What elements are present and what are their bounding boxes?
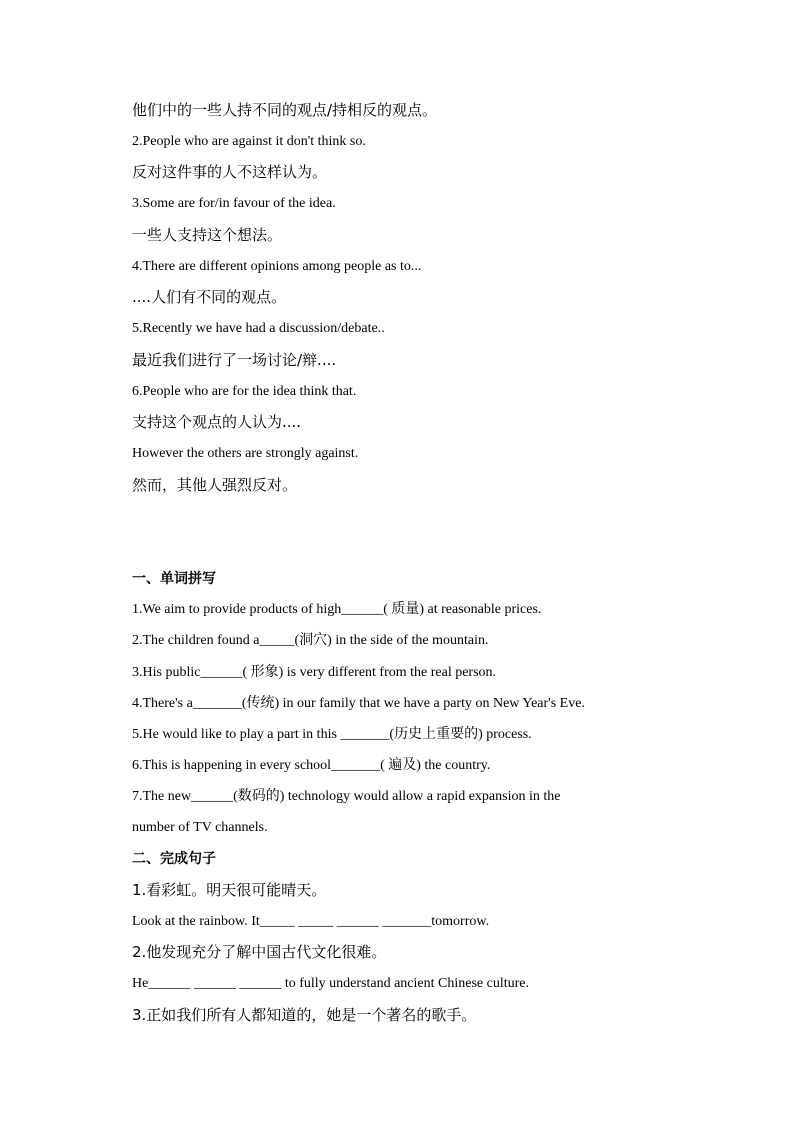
exercise-item: 2.The children found a_____(洞穴) in the side of the mountain. [132, 633, 489, 648]
sentence-cn: 反对这件事的人不这样认为。 [132, 163, 328, 181]
sentence-cn: 然而，其他人强烈反对。 [132, 476, 298, 494]
sentence-en: 5.Recently we have had a discussion/debate.. [132, 321, 385, 336]
exercise-item: 3.His public______( 形象) is very different from the real person. [132, 665, 497, 680]
exercise-prompt-cn: 3.正如我们所有人都知道的，她是一个著名的歌手。 [132, 1006, 477, 1024]
sentence-en: 4.There are different opinions among people as to... [132, 259, 422, 274]
sentence-cn: 一些人支持这个想法。 [132, 226, 283, 244]
exercise-item: 5.He would like to play a part in this _______(历史上重要的) process. [132, 727, 532, 742]
sentence-cn: 支持这个观点的人认为.... [132, 413, 302, 431]
exercise-item: 6.This is happening in every school_______( 遍及) the country. [132, 758, 491, 773]
sentence-en: 2.People who are against it don't think so. [132, 134, 366, 149]
sentence-cn: 最近我们进行了一场讨论/辩.... [132, 351, 337, 369]
exercise-prompt-cn: 1.看彩虹。明天很可能晴天。 [132, 881, 327, 899]
section-heading: 二、完成句子 [132, 851, 216, 867]
exercise-answer-line: Look at the rainbow. It_____ _____ ______ _______tomorrow. [132, 914, 490, 929]
sentence-cn: 他们中的一些人持不同的观点/持相反的观点。 [132, 101, 438, 119]
exercise-item: 1.We aim to provide products of high______( 质量) at reasonable prices. [132, 602, 542, 617]
section-heading: 一、单词拼写 [132, 571, 216, 587]
sentence-en: 6.People who are for the idea think that. [132, 384, 357, 399]
exercise-answer-line: He______ ______ ______ to fully understand ancient Chinese culture. [132, 976, 529, 991]
sentence-cn: ....人们有不同的观点。 [132, 288, 287, 306]
sentence-en: 3.Some are for/in favour of the idea. [132, 196, 336, 211]
exercise-item-continued: number of TV channels. [132, 820, 268, 835]
exercise-item: 7.The new______(数码的) technology would allow a rapid expansion in the [132, 789, 561, 804]
sentence-en: However the others are strongly against. [132, 446, 359, 461]
exercise-item: 4.There's a_______(传统) in our family that we have a party on New Year's Eve. [132, 696, 585, 711]
exercise-prompt-cn: 2.他发现充分了解中国古代文化很难。 [132, 943, 387, 961]
